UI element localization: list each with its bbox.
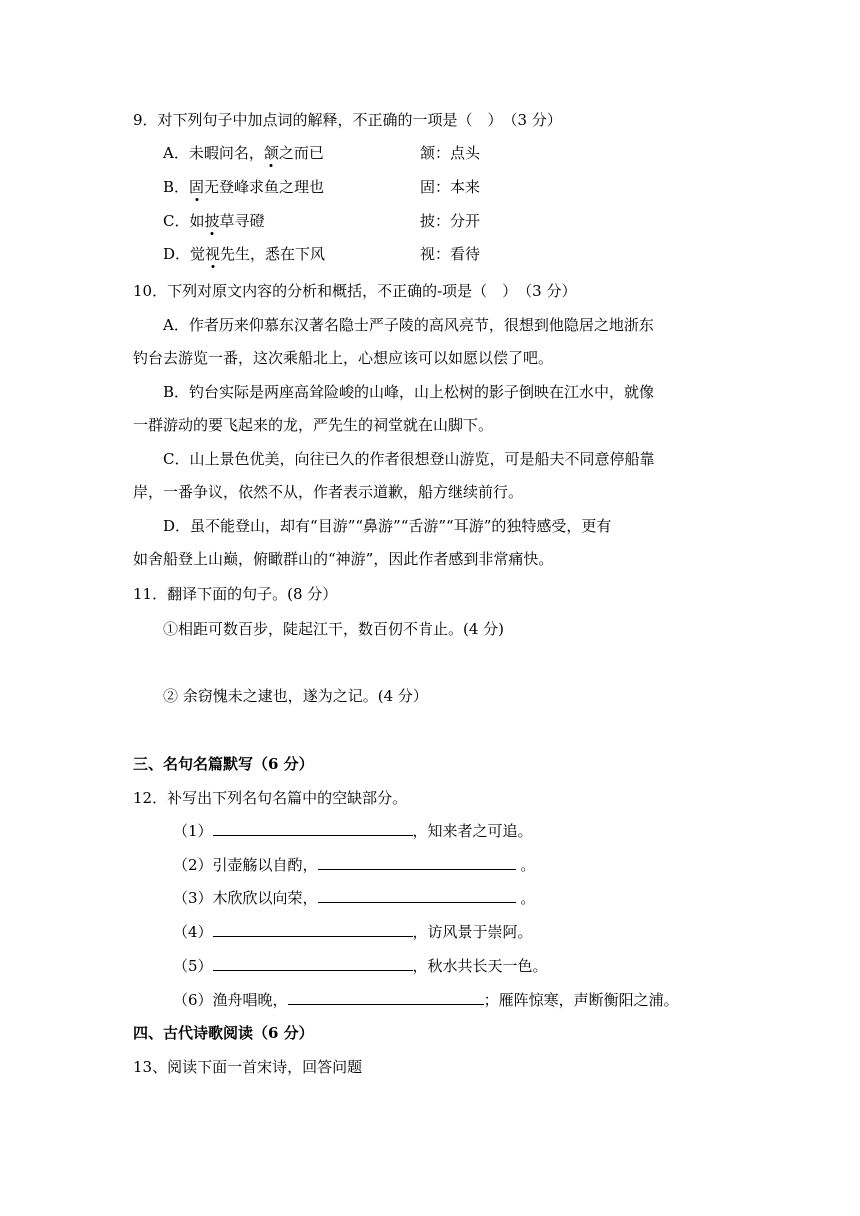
answer-blank[interactable] <box>213 922 413 937</box>
question-10-option-c-line2: 岸，一番争议，依然不从，作者表示道歉，船方继续前行。 <box>133 483 524 501</box>
question-9-gloss-b: 固：本来 <box>420 178 481 196</box>
option-text: 无登峰求鱼之理也 <box>204 178 325 196</box>
question-9-option-b <box>163 177 324 197</box>
option-text: B． <box>163 178 190 196</box>
item-text: ，访风景于崇阿。 <box>412 923 533 941</box>
fill-item-1 <box>173 821 533 841</box>
section-4-heading: 四、古代诗歌阅读（6 分） <box>133 1024 314 1042</box>
item-number: （4） <box>173 923 213 941</box>
question-10-option-c-line1: C．山上景色优美，向往已久的作者很想登山游览，可是船夫不同意停船靠 <box>163 450 655 468</box>
fill-item-5 <box>173 956 548 976</box>
answer-blank[interactable] <box>213 956 413 971</box>
option-text: 草寻磴 <box>219 212 265 230</box>
fill-item-3 <box>173 888 535 908</box>
option-text: D．觉 <box>163 245 206 263</box>
question-9-option-a <box>163 143 324 163</box>
item-number: （1） <box>173 822 213 840</box>
question-10-stem: 10．下列对原文内容的分析和概括，不正确的-项是（ ） （3 分） <box>133 282 577 300</box>
answer-blank[interactable] <box>213 821 413 836</box>
item-number: （6） <box>173 991 213 1009</box>
answer-blank[interactable] <box>318 855 516 870</box>
dotted-word: 固 <box>189 178 205 196</box>
option-text: C．如 <box>163 212 205 230</box>
question-11-stem: 11．翻译下面的句子。(8 分） <box>133 585 338 603</box>
item-text: ；雁阵惊寒，声断衡阳之浦。 <box>483 991 679 1009</box>
question-9-gloss-d: 视：看待 <box>420 245 481 263</box>
item-number: （5） <box>173 957 213 975</box>
item-text: 。 <box>515 889 536 907</box>
item-text: ，秋水共长天一色。 <box>412 957 548 975</box>
question-10-option-a-line2: 钓台去游览一番，这次乘船北上，心想应该可以如愿以偿了吧。 <box>133 349 554 367</box>
dotted-word: 颔 <box>263 144 279 162</box>
question-10-option-b-line1: B．钓台实际是两座高耸险峻的山峰，山上松树的影子倒映在江水中，就像 <box>163 383 655 401</box>
option-text: 之而已 <box>278 144 324 162</box>
question-10-option-b-line2: 一群游动的要飞起来的龙，严先生的祠堂就在山脚下。 <box>133 416 494 434</box>
section-3-heading: 三、名句名篇默写（6 分） <box>133 755 314 773</box>
question-9-stem: 9．对下列句子中加点词的解释，不正确的一项是（ ） （3 分） <box>133 111 562 129</box>
dotted-word: 披 <box>204 212 220 230</box>
question-9-gloss-a: 颔：点头 <box>420 144 481 162</box>
fill-item-2 <box>173 855 535 875</box>
question-12-stem: 12．补写出下列名句名篇中的空缺部分。 <box>133 789 408 807</box>
item-number: （3） <box>173 889 213 907</box>
dotted-word: 视 <box>205 245 221 263</box>
question-11-sentence-1: ①相距可数百步，陡起江干，数百仞不肯止。(4 分) <box>163 620 505 638</box>
item-text: 引壶觞以自酌， <box>212 856 318 874</box>
option-text: 先生，悉在下风 <box>220 245 326 263</box>
item-number: （2） <box>173 856 213 874</box>
question-13-stem: 13、阅读下面一首宋诗，回答问题 <box>133 1058 363 1076</box>
question-9-gloss-c: 披：分开 <box>420 212 481 230</box>
answer-blank[interactable] <box>318 888 516 903</box>
answer-blank[interactable] <box>288 990 484 1005</box>
question-9-option-c <box>163 211 265 231</box>
item-text: 渔舟唱晚， <box>212 991 288 1009</box>
fill-item-4 <box>173 922 533 942</box>
question-10-option-d-line2: 如舍船登上山巅，俯瞰群山的“神游”，因此作者感到非常痛快。 <box>133 550 554 568</box>
question-9-option-d <box>163 244 325 264</box>
option-text: A．未暇问名， <box>163 144 264 162</box>
fill-item-6 <box>173 990 679 1010</box>
question-11-sentence-2: ② 余窃愧未之逮也，遂为之记。(4 分） <box>163 687 428 705</box>
item-text: ，知来者之可追。 <box>412 822 533 840</box>
question-10-option-d-line1: D．虽不能登山，却有“目游”“鼻游”“舌游”“耳游”的独特感受，更有 <box>163 517 612 535</box>
item-text: 。 <box>515 856 536 874</box>
question-10-option-a-line1: A．作者历来仰慕东汉著名隐士严子陵的高风亮节，很想到他隐居之地浙东 <box>163 316 654 334</box>
item-text: 木欣欣以向荣， <box>212 889 318 907</box>
